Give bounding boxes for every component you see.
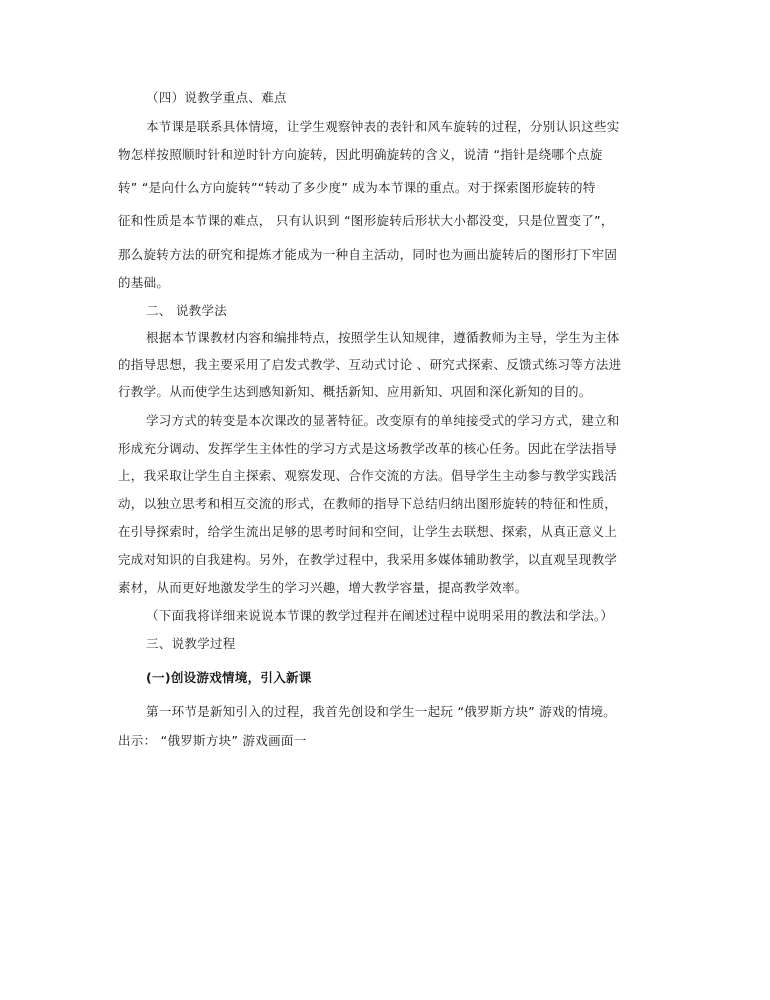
section-heading: 三、说教学过程 [146, 636, 236, 651]
paragraph-line: 本节课是联系具体情境，让学生观察钟表的表针和风车旋转的过程，分别认识这些实 [146, 119, 620, 134]
paragraph-line: 转” “是向什么方向旋转”“转动了多少度” 成为本节课的重点。对于探索图形旋转的特 [118, 180, 596, 195]
paragraph-line: 第一环节是新知引入的过程，我首先创设和学生一起玩 “俄罗斯方块” 游戏的情境。 [146, 704, 617, 719]
section-heading: （四）说教学重点、难点 [146, 90, 287, 105]
paragraph-line: 上，我采取让学生自主探索、观察发现、合作交流的方法。倡导学生主动参与教学实践活 [118, 468, 618, 483]
paragraph-line: 学习方式的转变是本次课改的显著特征。改变原有的单纯接受式的学习方式，建立和 [146, 413, 620, 428]
paragraph-line: 征和性质是本节课的难点， 只有认识到 “图形旋转后形状大小都没变，只是位置变了”， [118, 213, 614, 228]
subsection-heading: (一)创设游戏情境，引入新课 [146, 670, 312, 685]
note-line: （下面我将详细来说说本节课的教学过程并在阐述过程中说明采用的教法和学法。） [146, 608, 614, 623]
paragraph-line: 在引导探索时，给学生流出足够的思考时间和空间，让学生去联想、探索，从真正意义上 [118, 524, 618, 539]
paragraph-line: 行教学。从而使学生达到感知新知、概括新知、应用新知、巩固和深化新知的目的。 [118, 384, 592, 399]
paragraph-line: 出示： “俄罗斯方块” 游戏画面一 [118, 733, 307, 748]
paragraph-line: 素材，从而更好地激发学生的学习兴趣，增大教学容量，提高教学效率。 [118, 580, 528, 595]
paragraph-line: 完成对知识的自我建构。另外，在教学过程中，我采用多媒体辅助教学，以直观呈现教学 [118, 552, 618, 567]
paragraph-line: 物怎样按照顺时针和逆时针方向旋转，因此明确旋转的含义，说清 “指针是绕哪个点旋 [118, 147, 603, 162]
paragraph-line: 的基础。 [118, 275, 170, 290]
paragraph-line: 形成充分调动、发挥学生主体性的学习方式是这场教学改革的核心任务。因此在学法指导 [118, 441, 618, 456]
paragraph-line: 那么旋转方法的研究和提炼才能成为一种自主活动，同时也为画出旋转后的图形打下牢固 [118, 247, 618, 262]
paragraph-line: 根据本节课教材内容和编排特点，按照学生认知规律，遵循教师为主导，学生为主体 [146, 330, 620, 345]
paragraph-line: 动，以独立思考和相互交流的形式，在教师的指导下总结归纳出图形旋转的特征和性质， [118, 496, 618, 511]
section-heading: 二、 说教学法 [146, 303, 228, 318]
paragraph-line: 的指导思想，我主要采用了启发式教学、互动式讨论 、研究式探索、反馈式练习等方法进 [118, 357, 622, 372]
